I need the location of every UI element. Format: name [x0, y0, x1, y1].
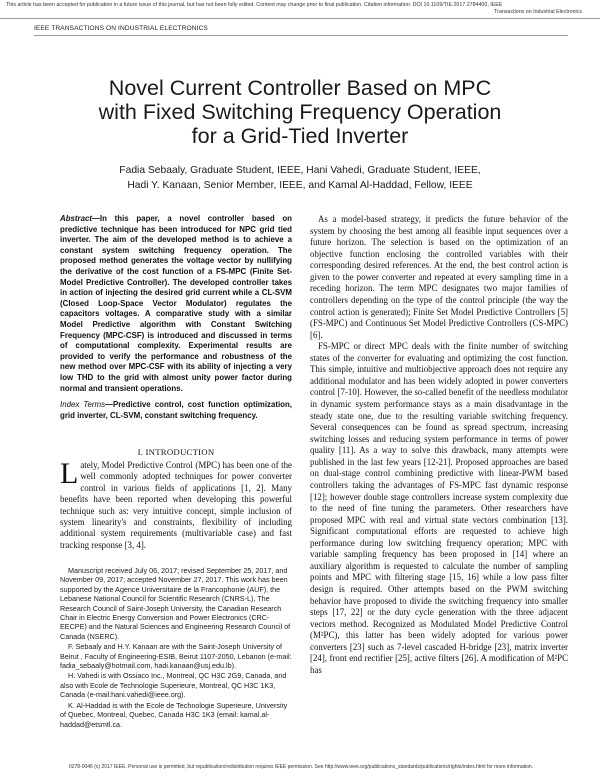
index-terms-text: —Predictive control, cost function optimization, grid inverter, CL-SVM, constant switching frequency. — [60, 400, 293, 420]
header-rule — [0, 18, 600, 19]
journal-name: IEEE TRANSACTIONS ON INDUSTRIAL ELECTRONICS — [34, 25, 208, 32]
index-terms — [60, 400, 292, 421]
abstract — [60, 214, 292, 394]
right-column-body — [310, 214, 568, 677]
copyright-notice: 0278-0046 (c) 2017 IEEE. Personal use is permitted, but republication/redistribution requires IEEE permission. See http://www.ieee.org/publications_standards/publications/rights/index.html for more information. — [68, 764, 534, 770]
footnote: Manuscript received July 06, 2017; revised September 25, 2017, and November 09, 2017; accepted November 27, 2017. This work has been supported by the Agence Universitaire de la Francophonie (AUF), the Lebanese National Council for Scientific Research (CNRS-L), The Research Council of Saint-Joseph University, the Canadian Research Chair in Electric Energy Conversion and Power Electronics (CRC-EECPE) and the Natural Sciences and Engineering Research Council of Canada (NSERC). — [60, 566, 291, 641]
abstract-text: —In this paper, a novel controller based on predictive technique has been introduced for NPC grid tied inverter. The aim of the developed method is to achieve a constant system switching frequency operation. The proposed method generates the voltage vector by nullifying the derivative of the cost function of a FS-MPC (Finite Set-Model Predictive Controller). The developed controller takes in action of injecting the desired grid current while a CL-SVM (Closed Loop-Space Vector Modulator) regulates the capacitors voltages. A comparative study with a similar Model Predictive algorithm with Constant Switching Frequency (MPC-CSF) is introduced and discussed in terms of computational complexity. Experimental results are provided to verify the performance and robustness of the new method over MPC-CSF with its ability of injecting a very low THD to the grid with almost unity power factor during normal and transient operations. — [60, 214, 292, 393]
drop-cap: L — [60, 457, 79, 490]
title-line-2: with Fixed Switching Frequency Operation — [98, 100, 502, 124]
publication-notice — [6, 2, 592, 16]
intro-text: ately, Model Predictive Control (MPC) has been one of the well commonly adopted techniques for power converter control in various fields of applications [1, 2]. Many benefits have been reported when developing this powerful technique such as: very intuitive concept, simple inclusion of system linearity's and constraints, flexibility of including additional system requirements (multivariable case) and fast tracking response [3, 4]. — [60, 460, 292, 550]
paper-title — [30, 76, 570, 148]
abstract-label: Abstract — [60, 214, 93, 223]
body-paragraph: As a model-based strategy, it predicts the future behavior of the system by choosing the best among all feasible input sequences over a future horizon. The selection is based on the optimization of an objective function enclosing the controlled variables with their corresponding desired references. At the end, the best control action is given to the power converter and repeated at every sampling time in a receding horizon. The term MPC designates two major families of controllers depending on the type of the control principle (the way the control action is generated); Finite Set Model Predictive Controllers [5] (FS-MPC) and Continuous Set Model Predictive Controllers (CS-MPC) [6]. — [310, 214, 568, 340]
footnote: K. Al-Haddad is with the Ecole de Technologie Superieure, University of Quebec, Montreal, Quebec, Canada H3C 1K3 (email: kamal.al-haddad@etsmtl.ca. — [60, 700, 288, 729]
title-line-3: for a Grid-Tied Inverter — [191, 124, 409, 148]
notice-line-2: Transactions on Industrial Electronics — [494, 9, 582, 15]
index-terms-label: Index Terms — [60, 400, 106, 409]
author-list — [60, 163, 540, 193]
section-heading: I. INTRODUCTION — [137, 447, 215, 457]
notice-line-1: This article has been accepted for publication in a future issue of this journal, but has not been fully edited. Content may change prior to final publication. Citation information: DOI 10.1109/TIE.2017.2784400, IEEE — [6, 2, 503, 8]
footnotes — [60, 566, 292, 730]
body-paragraph: FS-MPC or direct MPC deals with the finite number of switching states of the converter for evaluating and optimizing the cost function. This simple, intuitive and multiobjective approach does not require any additional modulator and has been widely adopted in power converters control [7-10]. However, the so-called benefit of the needless modulator in dynamic system performance stays as a main disadvantage in the steady state one, due to the resulting variable switching frequency. Several consequences can be found as spread spectrum, increasing switching losses and reducing system performance in terms of power quality [11]. As a way to solve this drawback, many attempts were published in the last few years [12-21]. Proposed approaches are based on dual-stage control combining predictive with linear-PWM based controllers taking the advantages of FS-MPC fast dynamic response [12]; however double stage controllers increase system complexity due to the need of fine tuning the parameters. Other researchers have proposed MPC with real and virtual state vectors combination [13]. Significant computational efforts are requested to achieve high performance during low switching frequency operation; MPC with variable sampling frequency has been proposed in [14] where an auxiliary algorithm is requested to calculate the number of sampling points and MPC with filtering stage [15, 16] while a low pass filter design is required. Other attempts based on the PWM switching behavior have proposed to divide the switching frequency into smaller steps [17, 22] or the duty cycle generation with the three adjacent vectors method. Recognized as Modulated Model Predictive Control (M²PC), this latter has been widely adopted for various power converters [23] such as 7-level cascaded H-bridge [23], matrix inverter [24], front end rectifier [25], active filters [26]. A modification of M²PC has — [310, 341, 568, 675]
journal-rule — [34, 35, 568, 36]
footnote: F. Sebaaly and H.Y. Kanaan are with the Saint-Joseph University of Beirut , Faculty of Engineering-ESIB, Beirut 1107-2050, Lebanon (e-mail: fadia_sebaaly@hotmail.com, hadi.kanaan@usj.edu.lb). — [60, 642, 292, 671]
footnote: H. Vahedi is with Ossiaco Inc., Montreal, QC H3C 2G9, Canada, and also with Ecole de Technologie Superieure, Montreal, QC H3C 1K3, Canada (e-mail:hani.vahedi@ieee.org). — [60, 671, 287, 700]
introduction-paragraph — [60, 457, 292, 551]
authors-line-1: Fadia Sebaaly, Graduate Student, IEEE, Hani Vahedi, Graduate Student, IEEE, — [119, 165, 481, 176]
title-line-1: Novel Current Controller Based on MPC — [108, 76, 492, 100]
authors-line-2: Hadi Y. Kanaan, Senior Member, IEEE, and Kamal Al-Haddad, Fellow, IEEE — [127, 180, 473, 191]
